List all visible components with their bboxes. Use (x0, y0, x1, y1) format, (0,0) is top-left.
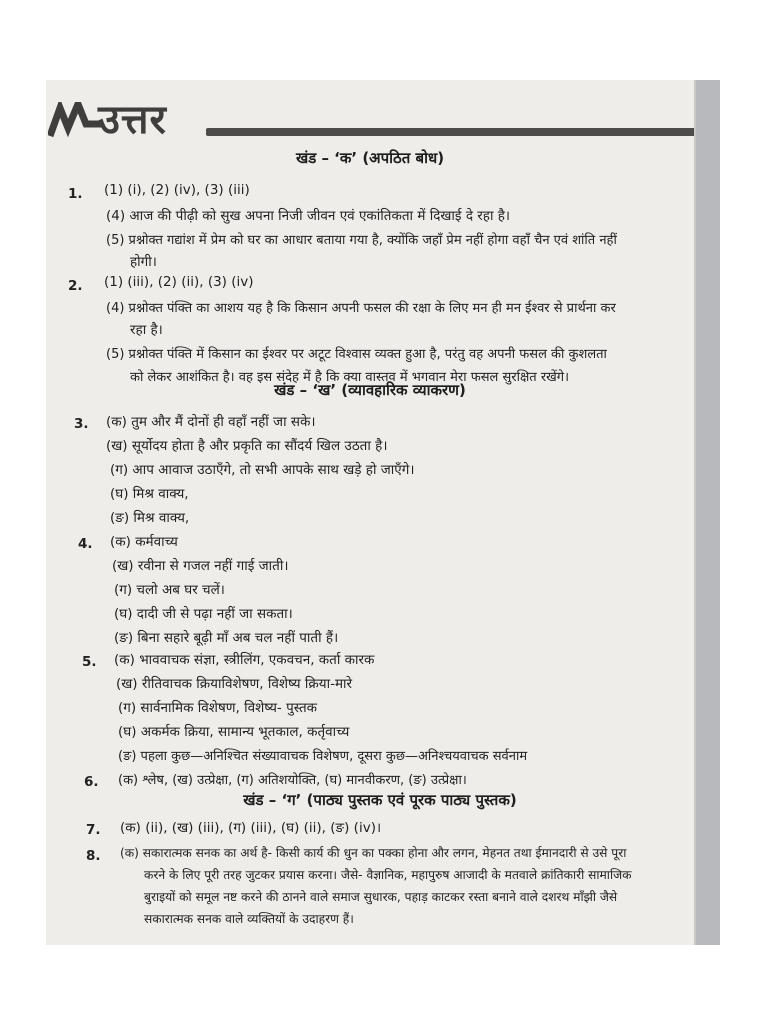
q4-line-3: (ग) चलो अब घर चलें। (114, 582, 225, 598)
q5-line-5: (ङ) पहला कुछ—अनिश्चित संख्यावाचक विशेषण, दूसरा कुछ—अनिश्चयवाचक सर्वनाम (118, 749, 528, 764)
q8-line-2: करने के लिए पूरी तरह जुटकर प्रयास करना। जैसे- वैज्ञानिक, महापुरुष आजादी के मतवाले क्रांतिकारी सामाजिक (144, 868, 632, 882)
q1-line-4: होगी। (130, 254, 157, 270)
q8-line-3: बुराइयों को समूल नष्ट करने की ठानने वाले समाज सुधारक, पहाड़ काटकर रस्ता बनाने वाले दशरथ माँझी जैसे (144, 890, 618, 904)
q4-number: 4. (78, 536, 93, 552)
q2-line-1: (1) (iii), (2) (ii), (3) (iv) (104, 274, 254, 290)
q2-line-3: रहा है। (130, 322, 163, 338)
q3-line-1: (क) तुम और मैं दोनों ही वहाँ नहीं जा सके। (106, 414, 316, 430)
q8-line-4: सकारात्मक सनक वाले व्यक्तियों के उदाहरण हैं। (144, 912, 354, 926)
q3-line-2: (ख) सूर्योदय होता है और प्रकृति का सौंदर्य खिल उठता है। (106, 438, 388, 454)
q4-line-2: (ख) रवीना से गजल नहीं गाई जाती। (112, 558, 289, 574)
q4-line-5: (ङ) बिना सहारे बूढ़ी माँ अब चल नहीं पाती हैं। (114, 630, 339, 646)
q5-line-2: (ख) रीतिवाचक क्रियाविशेषण, विशेष्य क्रिया-मारे (116, 676, 353, 692)
q1-number: 1. (68, 186, 83, 202)
q5-line-4: (घ) अकर्मक क्रिया, सामान्य भूतकाल, कर्तृवाच्य (118, 724, 350, 740)
page-title: उत्तर (98, 97, 167, 143)
q5-number: 5. (82, 654, 97, 670)
q2-number: 2. (68, 278, 83, 294)
q1-line-1: (1) (i), (2) (iv), (3) (iii) (104, 182, 250, 198)
book-spine (694, 80, 720, 945)
q5-line-1: (क) भाववाचक संज्ञा, स्त्रीलिंग, एकवचन, कर्ता कारक (114, 652, 375, 668)
q8-line-1: (क) सकारात्मक सनक का अर्थ है- किसी कार्य की धुन का पक्का होना और लगन, मेहनत तथा ईमानदारी से उसे पूरा (120, 846, 627, 860)
q2-line-4: (5) प्रश्नोक्त पंक्ति में किसान का ईश्वर पर अटूट विश्वास व्यक्त हुआ है, परंतु वह अपनी फसल की कुशलता (106, 347, 607, 362)
q3-line-5: (ङ) मिश्र वाक्य, (110, 510, 190, 526)
q1-line-3: (5) प्रश्नोक्त गद्यांश में प्रेम को घर का आधार बताया गया है, क्योंकि जहाँ प्रेम नहीं होगा वहाँ चैन एवं शांति नहीं (106, 233, 617, 248)
q5-line-3: (ग) सार्वनामिक विशेषण, विशेष्य- पुस्तक (118, 700, 318, 716)
section-ga-title: खंड – ‘ग’ (पाठ्य पुस्तक एवं पूरक पाठ्य पुस्तक) (243, 791, 517, 809)
q6-number: 6. (84, 774, 99, 790)
q7-line-1: (क) (ii), (ख) (iii), (ग) (iii), (घ) (ii), (ङ) (iv)। (120, 820, 382, 836)
q3-line-4: (घ) मिश्र वाक्य, (110, 486, 189, 502)
q2-line-5: को लेकर आशंकित है। वह इस संदेह में है कि क्या वास्तव में भगवान मेरा फसल सुरक्षित रखेंगे। (130, 370, 570, 385)
q2-line-2: (4) प्रश्नोक्त पंक्ति का आशय यह है कि किसान अपनी फसल की रक्षा के लिए मन ही मन ईश्वर से प्रार्थना कर (106, 301, 616, 316)
q3-number: 3. (74, 416, 89, 432)
q4-line-4: (घ) दादी जी से पढ़ा नहीं जा सकता। (114, 606, 293, 622)
q3-line-3: (ग) आप आवाज उठाएँगे, तो सभी आपके साथ खड़े हो जाएँगे। (110, 462, 415, 478)
q7-number: 7. (86, 822, 101, 838)
answer-page (46, 80, 694, 945)
q6-line-1: (क) श्लेष, (ख) उत्प्रेक्षा, (ग) अतिशयोक्ति, (घ) मानवीकरण, (ङ) उत्प्रेक्षा। (118, 773, 467, 788)
q4-line-1: (क) कर्मवाच्य (110, 534, 178, 550)
section-ka-title: खंड – ‘क’ (अपठित बोध) (295, 149, 445, 167)
zigzag-logo-icon (48, 102, 104, 142)
q1-line-2: (4) आज की पीढ़ी को सुख अपना निजी जीवन एवं एकांतिकता में दिखाई दे रहा है। (106, 208, 511, 224)
section-kha-title: खंड – ‘ख’ (व्यावहारिक व्याकरण) (274, 381, 466, 399)
header-rule (206, 128, 694, 136)
q8-number: 8. (86, 848, 101, 864)
